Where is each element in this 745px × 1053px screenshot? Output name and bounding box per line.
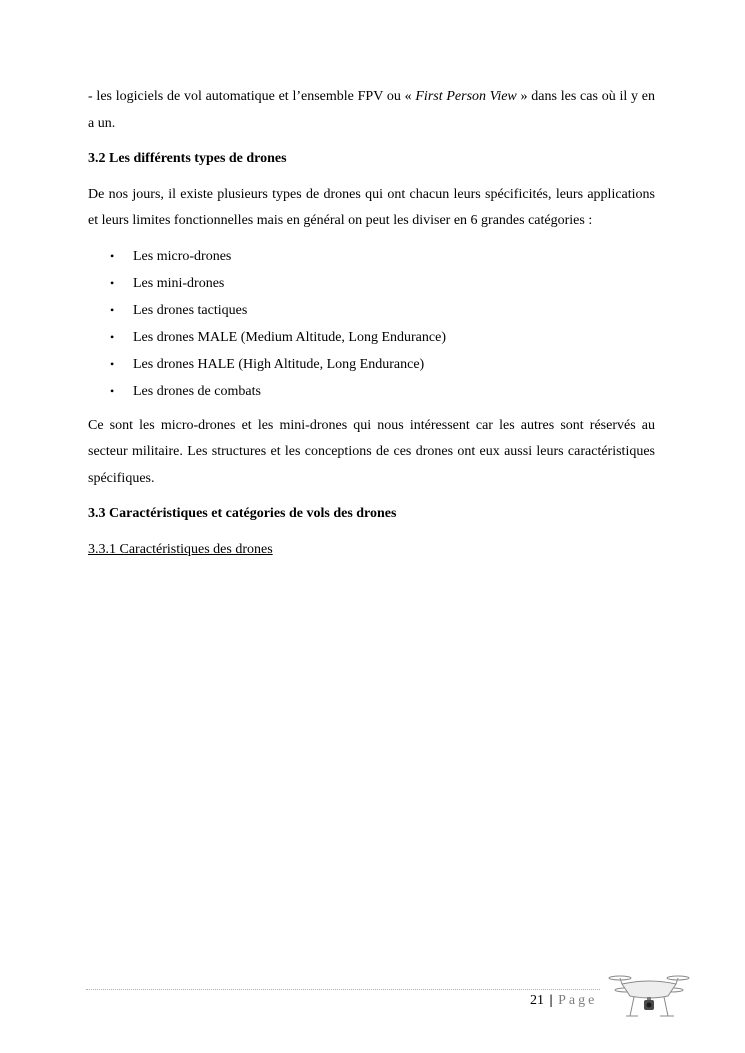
footer-divider: [86, 989, 600, 990]
section-3-2-closing-paragraph: Ce sont les micro-drones et les mini-drones qui nous intéressent car les autres sont réservés au secteur militaire. Les structures et les conceptions de ces drones ont eux aussi leurs caractéristiques spécifiques.: [88, 417, 655, 486]
page-content: [88, 84, 655, 563]
bullet-icon: •: [110, 248, 115, 263]
list-item-text: Les micro-drones: [133, 248, 232, 264]
section-3-2-paragraph: De nos jours, il existe plusieurs types de drones qui ont chacun leurs spécificités, leurs applications et leurs limites fonctionnelles mais en général on peut les diviser en 6 grandes catégories :: [88, 186, 655, 228]
intro-paragraph: [88, 84, 655, 137]
section-3-2-heading: 3.2 Les différents types de drones: [88, 151, 287, 166]
list-item: [88, 378, 655, 405]
bullet-icon: •: [110, 302, 115, 317]
page-number: 21: [530, 993, 544, 1008]
footer-separator: |: [549, 993, 553, 1008]
drone-types-list: [88, 243, 655, 405]
intro-text-start: - les logiciels de vol automatique et l’ensemble FPV ou «: [88, 89, 416, 104]
list-item: [88, 351, 655, 378]
list-item-text: Les drones de combats: [133, 383, 261, 399]
bullet-icon: •: [110, 275, 115, 290]
bullet-icon: •: [110, 383, 115, 398]
page-label: Page: [558, 993, 598, 1008]
drone-icon: [608, 970, 690, 1026]
intro-italic-term: First Person View: [415, 89, 517, 104]
list-item-text: Les drones MALE (Medium Altitude, Long Endurance): [133, 329, 446, 345]
list-item: [88, 297, 655, 324]
intro-text-end: » dans les cas où il y en a un.: [88, 89, 656, 131]
page-footer: [530, 992, 597, 1010]
list-item-text: Les drones HALE (High Altitude, Long Endurance): [133, 356, 425, 372]
list-item-text: Les mini-drones: [133, 275, 225, 291]
section-3-3-heading: 3.3 Caractéristiques et catégories de vols des drones: [88, 506, 397, 521]
list-item: [88, 324, 655, 351]
list-item-text: Les drones tactiques: [133, 302, 248, 318]
bullet-icon: •: [110, 329, 115, 344]
bullet-icon: •: [110, 356, 115, 371]
list-item: [88, 270, 655, 297]
section-3-3-1-subheading: 3.3.1 Caractéristiques des drones: [88, 541, 273, 557]
list-item: [88, 243, 655, 270]
